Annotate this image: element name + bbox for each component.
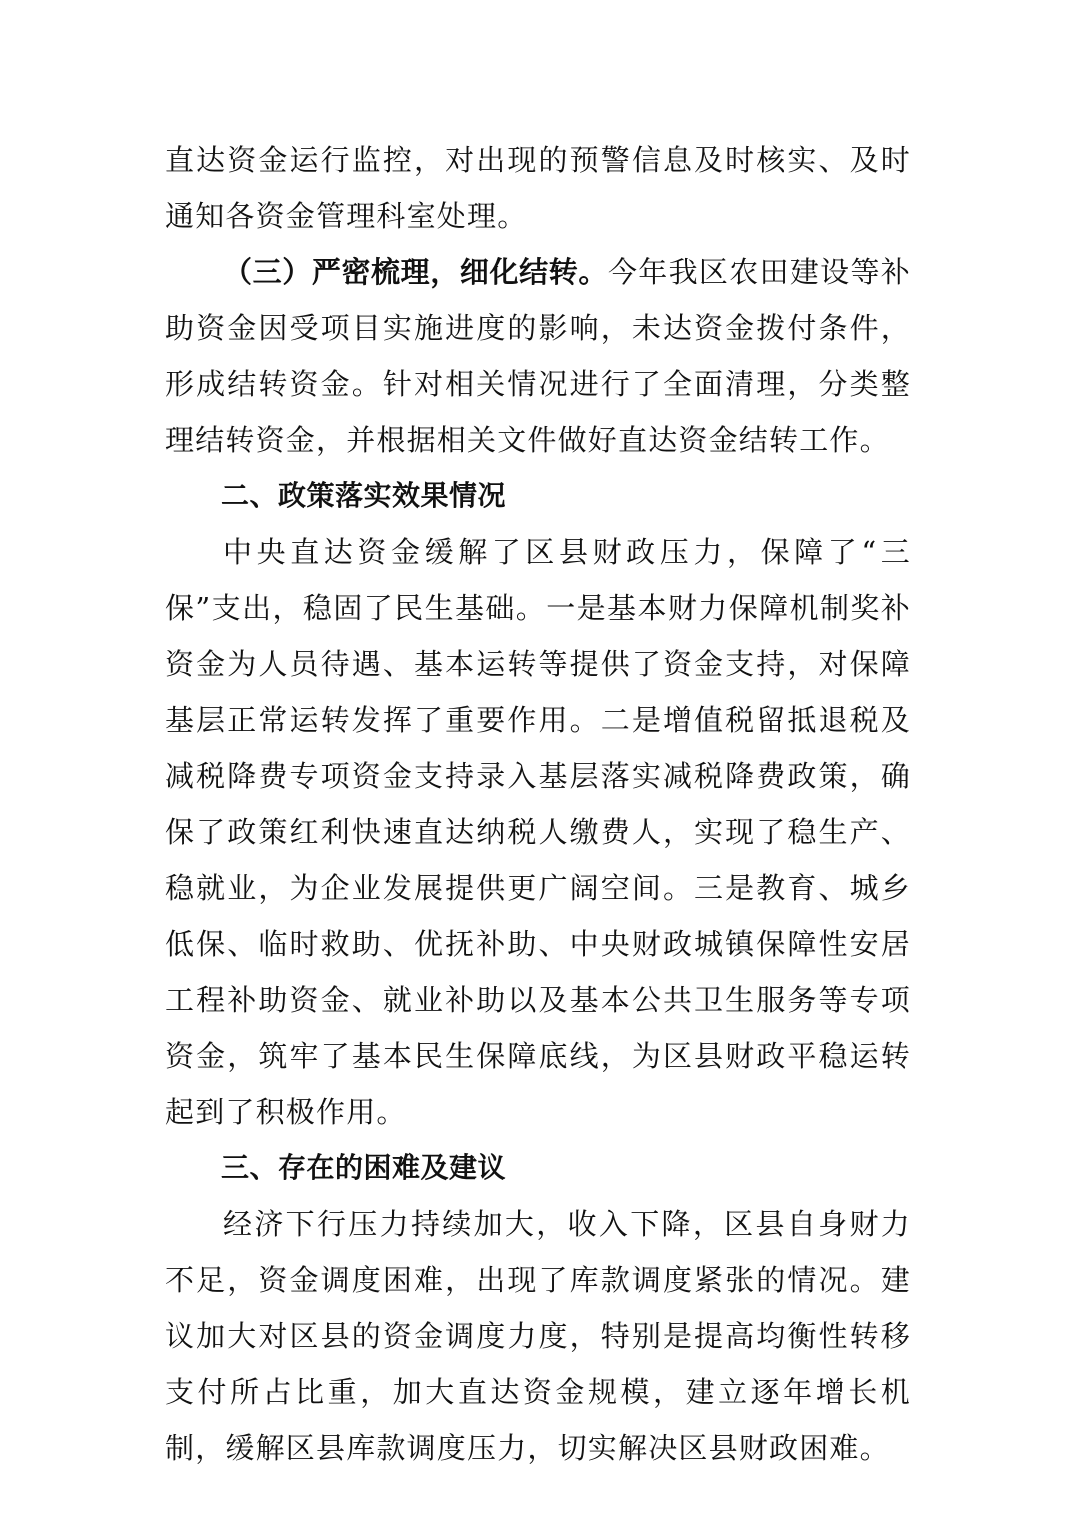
paragraph-section-three — [165, 244, 911, 468]
paragraph-policy-effects: 中央直达资金缓解了区县财政压力，保障了“三保”支出，稳固了民生基础。一是基本财力保障机制奖补资金为人员待遇、基本运转等提供了资金支持，对保障基层正常运转发挥了重要作用。二是增值税留抵退税及减税降费专项资金支持录入基层落实减税降费政策，确保了政策红利快速直达纳税人缴费人，实现了稳生产、稳就业，为企业发展提供更广阔空间。三是教育、城乡低保、临时救助、优抚补助、中央财政城镇保障性安居工程补助资金、就业补助以及基本公共卫生服务等专项资金，筑牢了基本民生保障底线，为区县财政平稳运转起到了积极作用。 — [165, 535, 911, 1129]
paragraph-lead-heading: （三）严密梳理，细化结转。 — [223, 255, 608, 289]
section-heading-difficulties: 三、存在的困难及建议 — [221, 1151, 507, 1184]
paragraph-body: 今年我区农田建设等补助资金因受项目实施进度的影响，未达资金拨付条件，形成结转资金。针对相关情况进行了全面清理，分类整理结转资金，并根据相关文件做好直达资金结转工作。 — [165, 255, 911, 457]
document-body — [165, 132, 911, 1476]
section-heading-policy-effects: 二、政策落实效果情况 — [221, 479, 507, 512]
paragraph-difficulties: 经济下行压力持续加大，收入下降，区县自身财力不足，资金调度困难，出现了库款调度紧张的情况。建议加大对区县的资金调度力度，特别是提高均衡性转移支付所占比重，加大直达资金规模，建立逐年增长机制，缓解区县库款调度压力，切实解决区县财政困难。 — [165, 1207, 911, 1465]
paragraph-continuation: 直达资金运行监控，对出现的预警信息及时核实、及时通知各资金管理科室处理。 — [165, 143, 911, 233]
